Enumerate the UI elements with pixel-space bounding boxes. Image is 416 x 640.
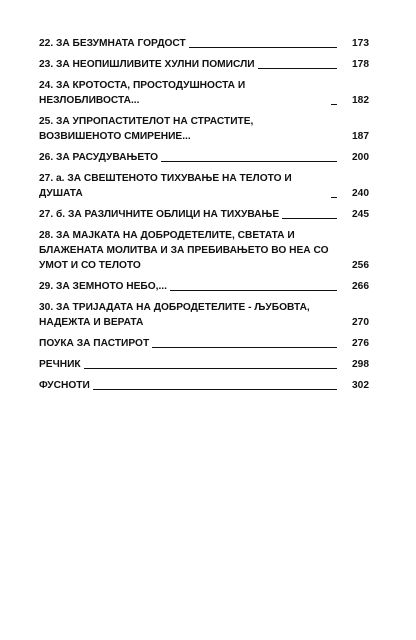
toc-entry — [39, 207, 369, 222]
toc-entry — [39, 279, 369, 294]
toc-entry-title: 22. ЗА БЕЗУМНАТА ГОРДОСТ — [39, 38, 186, 49]
table-of-contents — [39, 36, 369, 399]
toc-leader-line — [84, 368, 337, 369]
toc-entry-title: 30. ЗА ТРИЈАДАТА НА ДОБРОДЕТЕЛИТЕ - ЉУБОВТА, НАДЕЖТА И ВЕРАТА — [39, 302, 310, 328]
toc-entry — [39, 357, 369, 372]
toc-entry-page: 178 — [352, 59, 369, 70]
toc-leader-line — [331, 104, 337, 105]
toc-entry-page: 173 — [352, 38, 369, 49]
toc-leader-line — [161, 161, 337, 162]
toc-entry — [39, 228, 369, 273]
toc-leader-line — [258, 68, 337, 69]
toc-entry — [39, 57, 369, 72]
toc-entry-page: 298 — [352, 359, 369, 370]
toc-entry-title: 27. б. ЗА РАЗЛИЧНИТЕ ОБЛИЦИ НА ТИХУВАЊЕ — [39, 209, 280, 220]
toc-entry — [39, 78, 369, 108]
toc-entry — [39, 150, 369, 165]
toc-entry-page: 276 — [352, 338, 369, 349]
toc-entry-page: 266 — [352, 281, 369, 292]
toc-leader-line — [282, 218, 337, 219]
toc-entry-title: 23. ЗА НЕОПИШЛИВИТЕ ХУЛНИ ПОМИСЛИ — [39, 59, 255, 70]
toc-entry-title: РЕЧНИК — [39, 359, 81, 370]
toc-entry — [39, 171, 369, 201]
toc-entry — [39, 300, 369, 330]
toc-entry-page: 240 — [352, 188, 369, 199]
toc-entry-title: 26. ЗА РАСУДУВАЊЕТО — [39, 152, 159, 163]
toc-entry-title: 29. ЗА ЗЕМНОТО НЕБО,... — [39, 281, 167, 292]
toc-entry-title: ФУСНОТИ — [39, 380, 90, 391]
toc-entry-page: 182 — [352, 95, 369, 106]
toc-leader-line — [189, 47, 337, 48]
toc-entry — [39, 336, 369, 351]
toc-entry-title: 27. а. ЗА СВЕШТЕНОТО ТИХУВАЊЕ НА ТЕЛОТО И ДУШАТА — [39, 173, 292, 199]
toc-entry-title: 25. ЗА УПРОПАСТИТЕЛОТ НА СТРАСТИТЕ, ВОЗВИШЕНОТО СМИРЕНИЕ... — [39, 116, 254, 142]
toc-entry — [39, 378, 369, 393]
toc-entry-title: ПОУКА ЗА ПАСТИРОТ — [39, 338, 150, 349]
toc-entry-page: 302 — [352, 380, 369, 391]
toc-entry-page: 256 — [352, 260, 369, 271]
toc-leader-line — [152, 347, 337, 348]
toc-entry-page: 270 — [352, 317, 369, 328]
toc-entry — [39, 36, 369, 51]
toc-entry-title: 28. ЗА МАЈКАТА НА ДОБРОДЕТЕЛИТЕ, СВЕТАТА И БЛАЖЕНАТА МОЛИТВА И ЗА ПРЕБИВАЊЕТО ВО НЕА СО УМОТ И СО ТЕЛОТО — [39, 230, 329, 271]
toc-entry — [39, 114, 369, 144]
toc-entry-page: 187 — [352, 131, 369, 142]
toc-leader-line — [170, 290, 337, 291]
toc-entry-page: 200 — [352, 152, 369, 163]
toc-entry-title: 24. ЗА КРОТОСТА, ПРОСТОДУШНОСТА И НЕЗЛОБЛИВОСТА... — [39, 80, 246, 106]
toc-leader-line — [93, 389, 337, 390]
toc-leader-line — [331, 197, 337, 198]
toc-entry-page: 245 — [352, 209, 369, 220]
